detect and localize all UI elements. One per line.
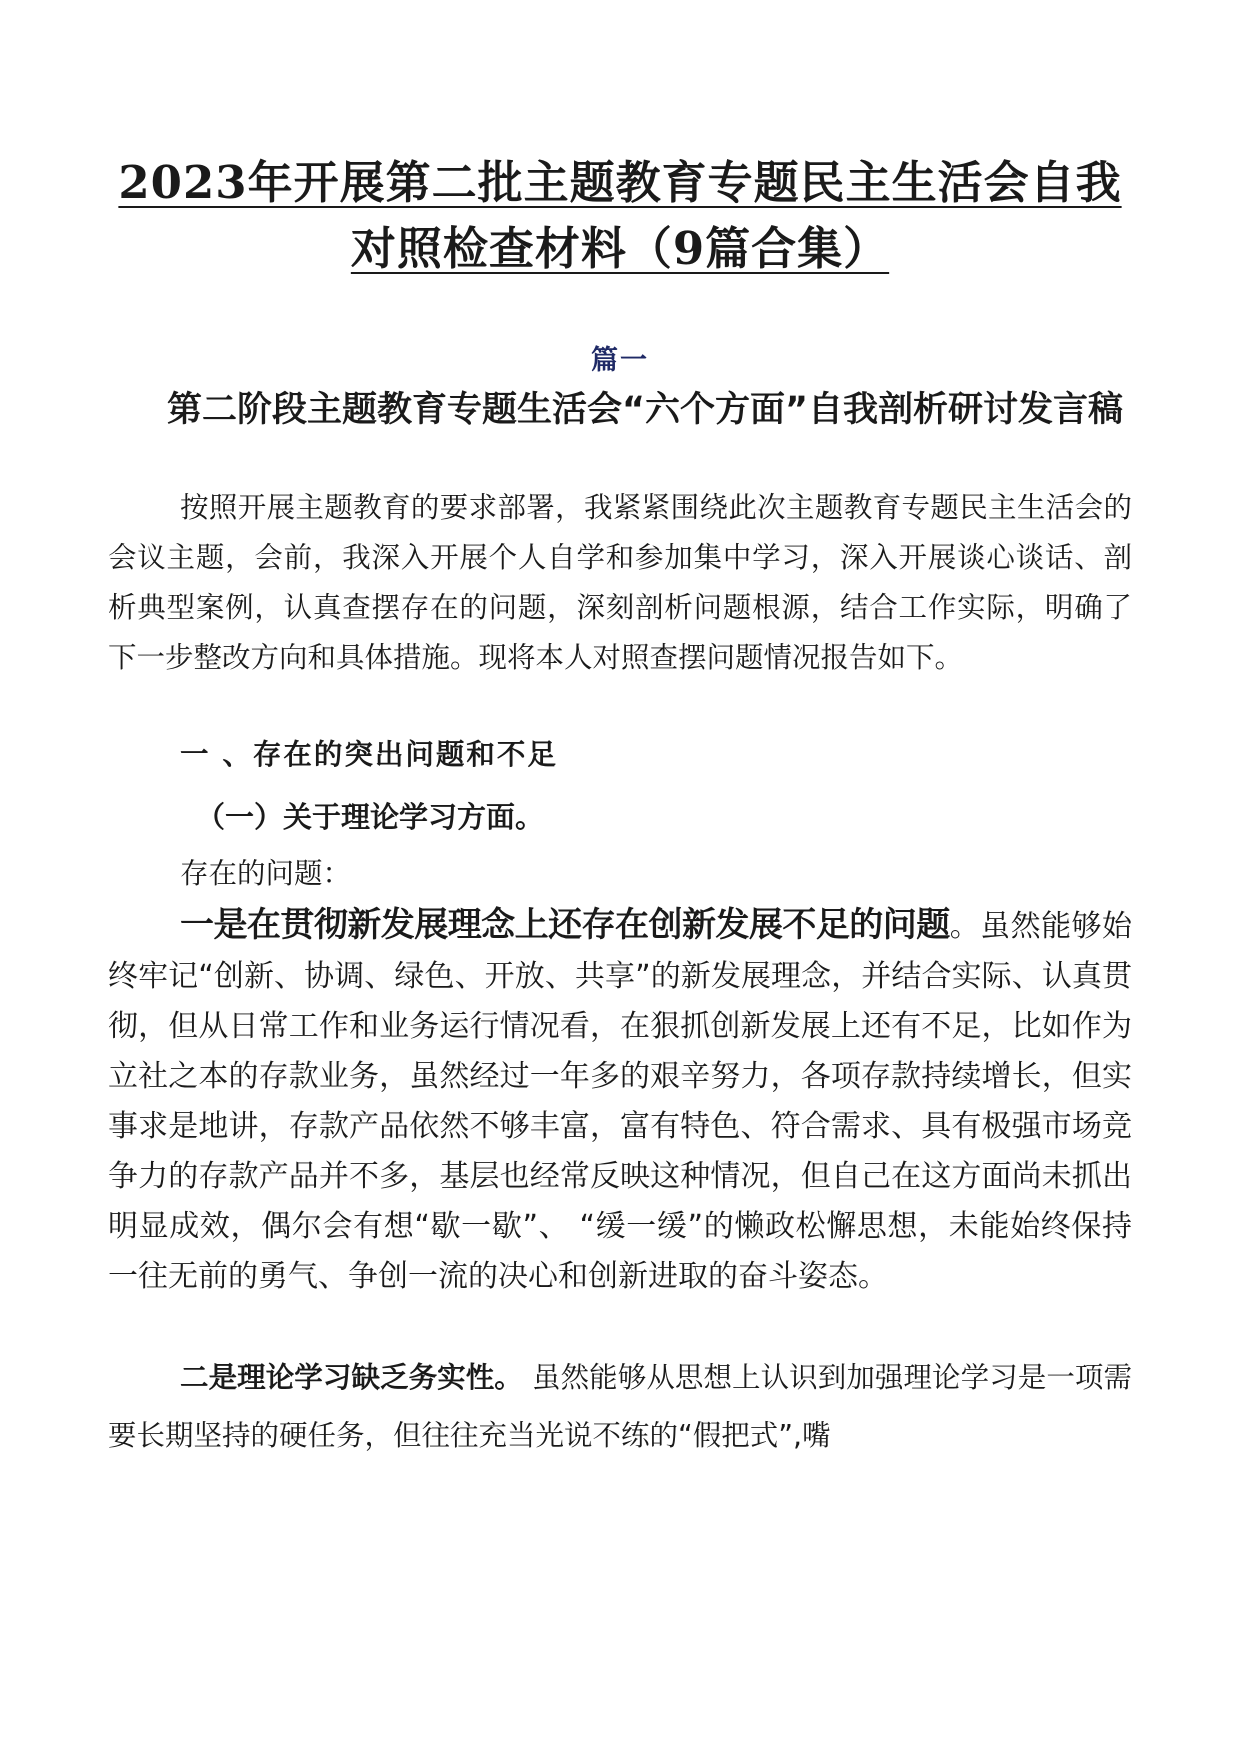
point-two-lead: 二是理论学习缺乏务实性。 [180, 1361, 523, 1394]
sub-heading: （一）关于理论学习方面。 [196, 800, 545, 834]
intro-paragraph: 按照开展主题教育的要求部署，我紧紧围绕此次主题教育专题民主生活会的会议主题，会前，我深入开展个人自学和参加集中学习，深入开展谈心谈话、剖析典型案例，认真查摆存在的问题，深刻剖析问题根源，结合工作实际，明确了下一步整改方向和具体措施。现将本人对照查摆问题情况报告如下。 [108, 491, 1132, 674]
point-one-body: 。虽然能够始终牢记“创新、协调、绿色、开放、共享”的新发展理念，并结合实际、认真贯彻，但从日常工作和业务运行情况看，在狠抓创新发展上还有不足，比如作为立社之本的存款业务，虽然经过一年多的艰辛努力，各项存款持续增长，但实事求是地讲，存款产品依然不够丰富，富有特色、符合需求、具有极强市场竞争力的存款产品并不多，基层也经常反映这种情况，但自己在这方面尚未抓出明显成效，偶尔会有想“歇一歇”、 “缓一缓”的懒政松懈思想，未能始终保持一往无前的勇气、争创一流的决心和创新进取的奋斗姿态。 [108, 909, 1133, 1294]
speech-title: 第二阶段主题教育专题生活会“六个方面”自我剖析研讨发言稿 [166, 390, 1123, 430]
point-one-lead: 一是在贯彻新发展理念上还存在创新发展不足的问题 [180, 905, 950, 945]
problems-label: 存在的问题： [180, 857, 352, 890]
point-two-body: 虽然能够从思想上认识到加强理论学习是一项需要长期坚持的硬任务，但往往充当光说不练的“假把式”,嘴 [108, 1361, 1132, 1452]
section-heading: 一 、存在的突出问题和不足 [180, 738, 558, 771]
point-two-paragraph [108, 1349, 1132, 1465]
point-one-paragraph [108, 900, 1132, 1302]
document-title-text: 2023年开展第二批主题教育专题民主生活会自我对照检查材料（9篇合集） [118, 156, 1122, 275]
document-title [100, 150, 1140, 282]
part-label: 篇一 [591, 345, 649, 376]
